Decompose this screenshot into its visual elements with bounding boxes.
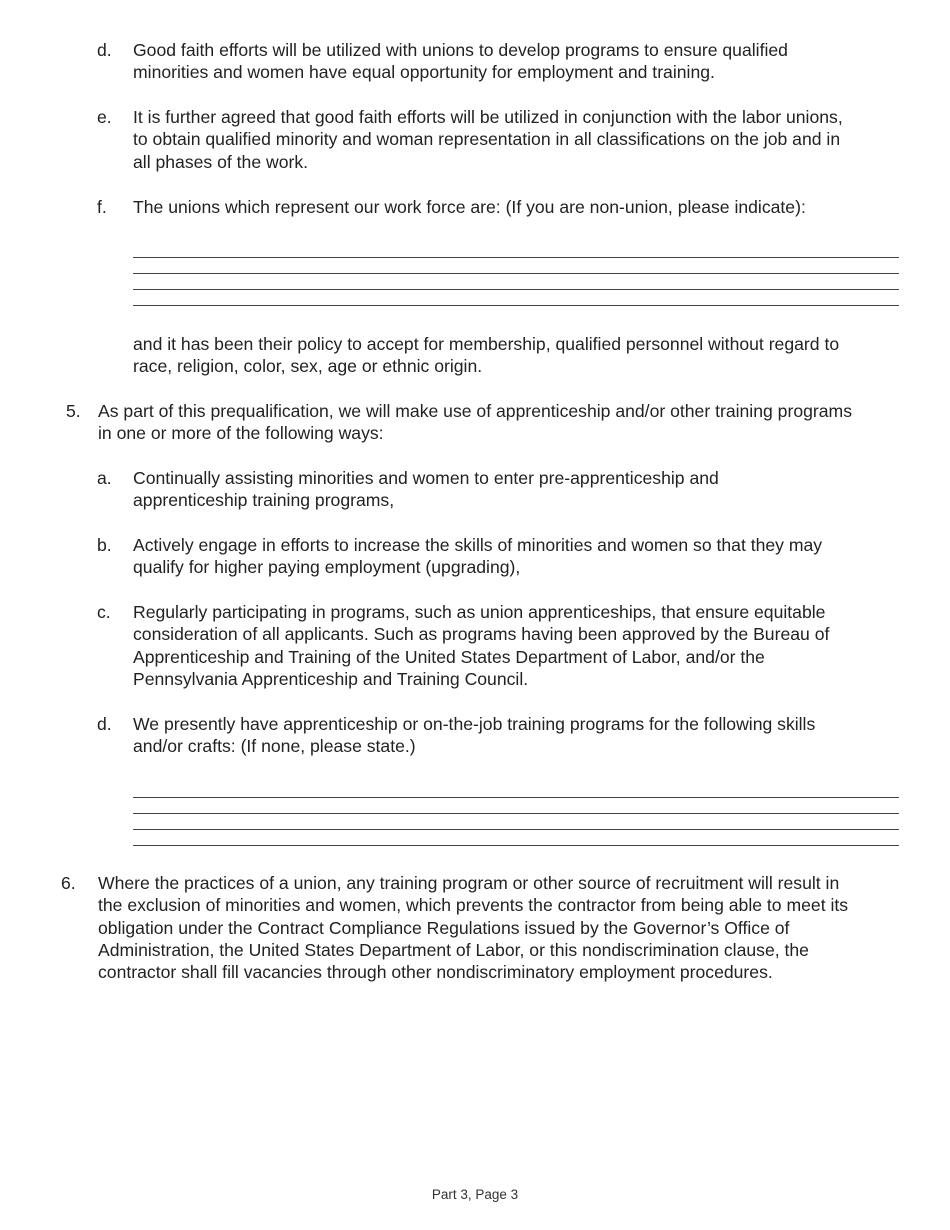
item-5c-line-3: Apprenticeship and Training of the United States Department of Labor, and/or the <box>133 646 765 667</box>
item-4f-line-1: The unions which represent our work force are: (If you are non-union, please indicate): <box>133 197 806 217</box>
item-6-line-4: Administration, the United States Department of Labor, or this nondiscrimination clause, the <box>98 939 809 960</box>
item-6-line-5: contractor shall fill vacancies through other nondiscriminatory employment procedures. <box>98 962 773 983</box>
item-4f-marker: f. <box>97 197 107 217</box>
unions-fill-in-line-1[interactable] <box>133 242 899 258</box>
item-5d-marker: d. <box>97 714 112 734</box>
item-4e-marker: e. <box>97 107 112 127</box>
item-5-text <box>98 400 852 445</box>
training-fill-in-line-2[interactable] <box>133 798 899 814</box>
item-5d-text <box>133 713 815 758</box>
item-5b-line-1: Actively engage in efforts to increase the skills of minorities and women so that they may <box>133 535 823 555</box>
item-4e-text <box>133 106 843 173</box>
unions-fill-in-line-2[interactable] <box>133 258 899 274</box>
item-5b-text <box>133 534 822 579</box>
item-6-line-3: obligation under the Contract Compliance Regulations issued by the Governor’s Office of <box>98 917 790 938</box>
item-5b-marker: b. <box>97 535 112 555</box>
training-fill-in-line-3[interactable] <box>133 814 899 830</box>
unions-fill-in-line-4[interactable] <box>133 290 899 306</box>
item-6-line-2: the exclusion of minorities and women, which prevents the contractor from being able to meet its <box>98 895 849 916</box>
training-fill-in-line-1[interactable] <box>133 782 899 798</box>
item-5c-marker: c. <box>97 602 111 622</box>
item-5d-line-1: We presently have apprenticeship or on-the-job training programs for the following skills <box>133 714 816 734</box>
item-4e-line-2: to obtain qualified minority and woman representation in all classifications on the job and in <box>133 129 841 150</box>
item-5a-line-2: apprenticeship training programs, <box>133 490 395 511</box>
page-footer: Part 3, Page 3 <box>431 1187 519 1202</box>
item-6-marker: 6. <box>61 873 76 893</box>
item-4d-line-2: minorities and women have equal opportunity for employment and training. <box>133 62 715 83</box>
item-4d-line-1: Good faith efforts will be utilized with unions to develop programs to ensure qualified <box>133 40 788 60</box>
item-4d-marker: d. <box>97 40 112 60</box>
item-5c-line-1: Regularly participating in programs, such as union apprenticeships, that ensure equitable <box>133 602 826 622</box>
item-5a-marker: a. <box>97 468 112 488</box>
item-5c-line-2: consideration of all applicants. Such as programs having been approved by the Bureau of <box>133 624 830 645</box>
item-5c-text <box>133 601 829 690</box>
item-4e-line-3: all phases of the work. <box>133 151 309 172</box>
training-fill-in-lines <box>133 782 899 846</box>
item-5-line-1: As part of this prequalification, we will make use of apprenticeship and/or other training programs <box>98 401 852 421</box>
item-6-text <box>98 872 848 983</box>
item-4f-text <box>133 196 806 218</box>
item-5c-line-4: Pennsylvania Apprenticeship and Training Council. <box>133 668 529 689</box>
item-5a-line-1: Continually assisting minorities and women to enter pre-apprenticeship and <box>133 468 719 488</box>
item-6-line-1: Where the practices of a union, any training program or other source of recruitment will result in <box>98 873 840 893</box>
item-5-line-2: in one or more of the following ways: <box>98 423 384 444</box>
item-5-marker: 5. <box>66 401 81 421</box>
union-policy-line-2: race, religion, color, sex, age or ethnic origin. <box>133 356 483 377</box>
item-4e-line-1: It is further agreed that good faith efforts will be utilized in conjunction with the labor unions, <box>133 107 843 127</box>
unions-fill-in-lines <box>133 242 899 306</box>
union-policy-paragraph <box>133 333 839 378</box>
union-policy-line-1: and it has been their policy to accept for membership, qualified personnel without regard to <box>133 334 840 354</box>
training-fill-in-line-4[interactable] <box>133 830 899 846</box>
item-5a-text <box>133 467 719 512</box>
item-5b-line-2: qualify for higher paying employment (upgrading), <box>133 557 521 578</box>
item-4d-text <box>133 39 788 84</box>
item-5d-line-2: and/or crafts: (If none, please state.) <box>133 736 416 757</box>
unions-fill-in-line-3[interactable] <box>133 274 899 290</box>
